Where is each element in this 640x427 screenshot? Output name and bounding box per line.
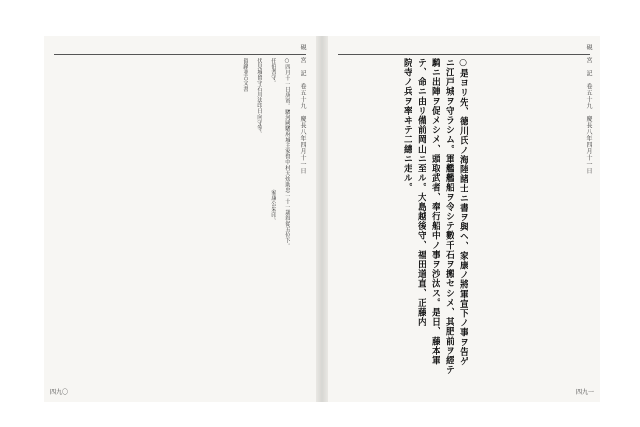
right-main-column-5: 院寺ノ兵ヲ率ヰテ二總ニ走ル。 (402, 58, 412, 193)
left-page-header-rule (54, 54, 306, 55)
left-column-3: 伏見城留守石川法印日向守等。 (256, 58, 262, 137)
right-main-column-1: ○是ヨリ先、德川氏ノ海陸諸士ニ書ヲ與ヘ、家康ノ將軍宣下ノ事ヲ告ゲ (458, 58, 468, 367)
right-page-number: 四九一 (575, 389, 594, 396)
right-page-header: 硯 宮 記 卷五十九 慶長八年四月十一日 (585, 44, 592, 174)
book-gutter (316, 36, 328, 402)
right-page-header-rule (338, 54, 590, 55)
right-main-column-4: テ、命ニ由リ備前岡山ニ至ル。大島越後守、福田道直、正藤内 (416, 58, 426, 327)
left-column-4: 留錄並古文書 (242, 58, 248, 92)
book-spread (44, 36, 600, 402)
left-column-2: 任伯耆守。 家康公朱印。 (270, 58, 276, 224)
right-main-column-3: 騎ニ出陣ヲ促メシメ、頭取武者、奉行船中ノ事ヲ沙汰ス。是日、藤本軍 (430, 58, 440, 366)
right-page (328, 36, 600, 402)
right-main-column-2: ニ江戸城ヲ守ラシム。軍艦艦船ヲ令シテ數千石ヲ搬セシメ、其肥前ヲ經テ (444, 58, 454, 375)
left-page-number: 四九〇 (50, 389, 69, 396)
left-column-1: ○四月十一日庚寅。駿河國駿府城主家督中村大炊助忠一十一歳叙從五位下。 (284, 58, 290, 249)
left-page-header: 硯 宮 記 卷五十九 慶長八年四月十一日 (299, 44, 306, 174)
left-page (44, 36, 316, 402)
